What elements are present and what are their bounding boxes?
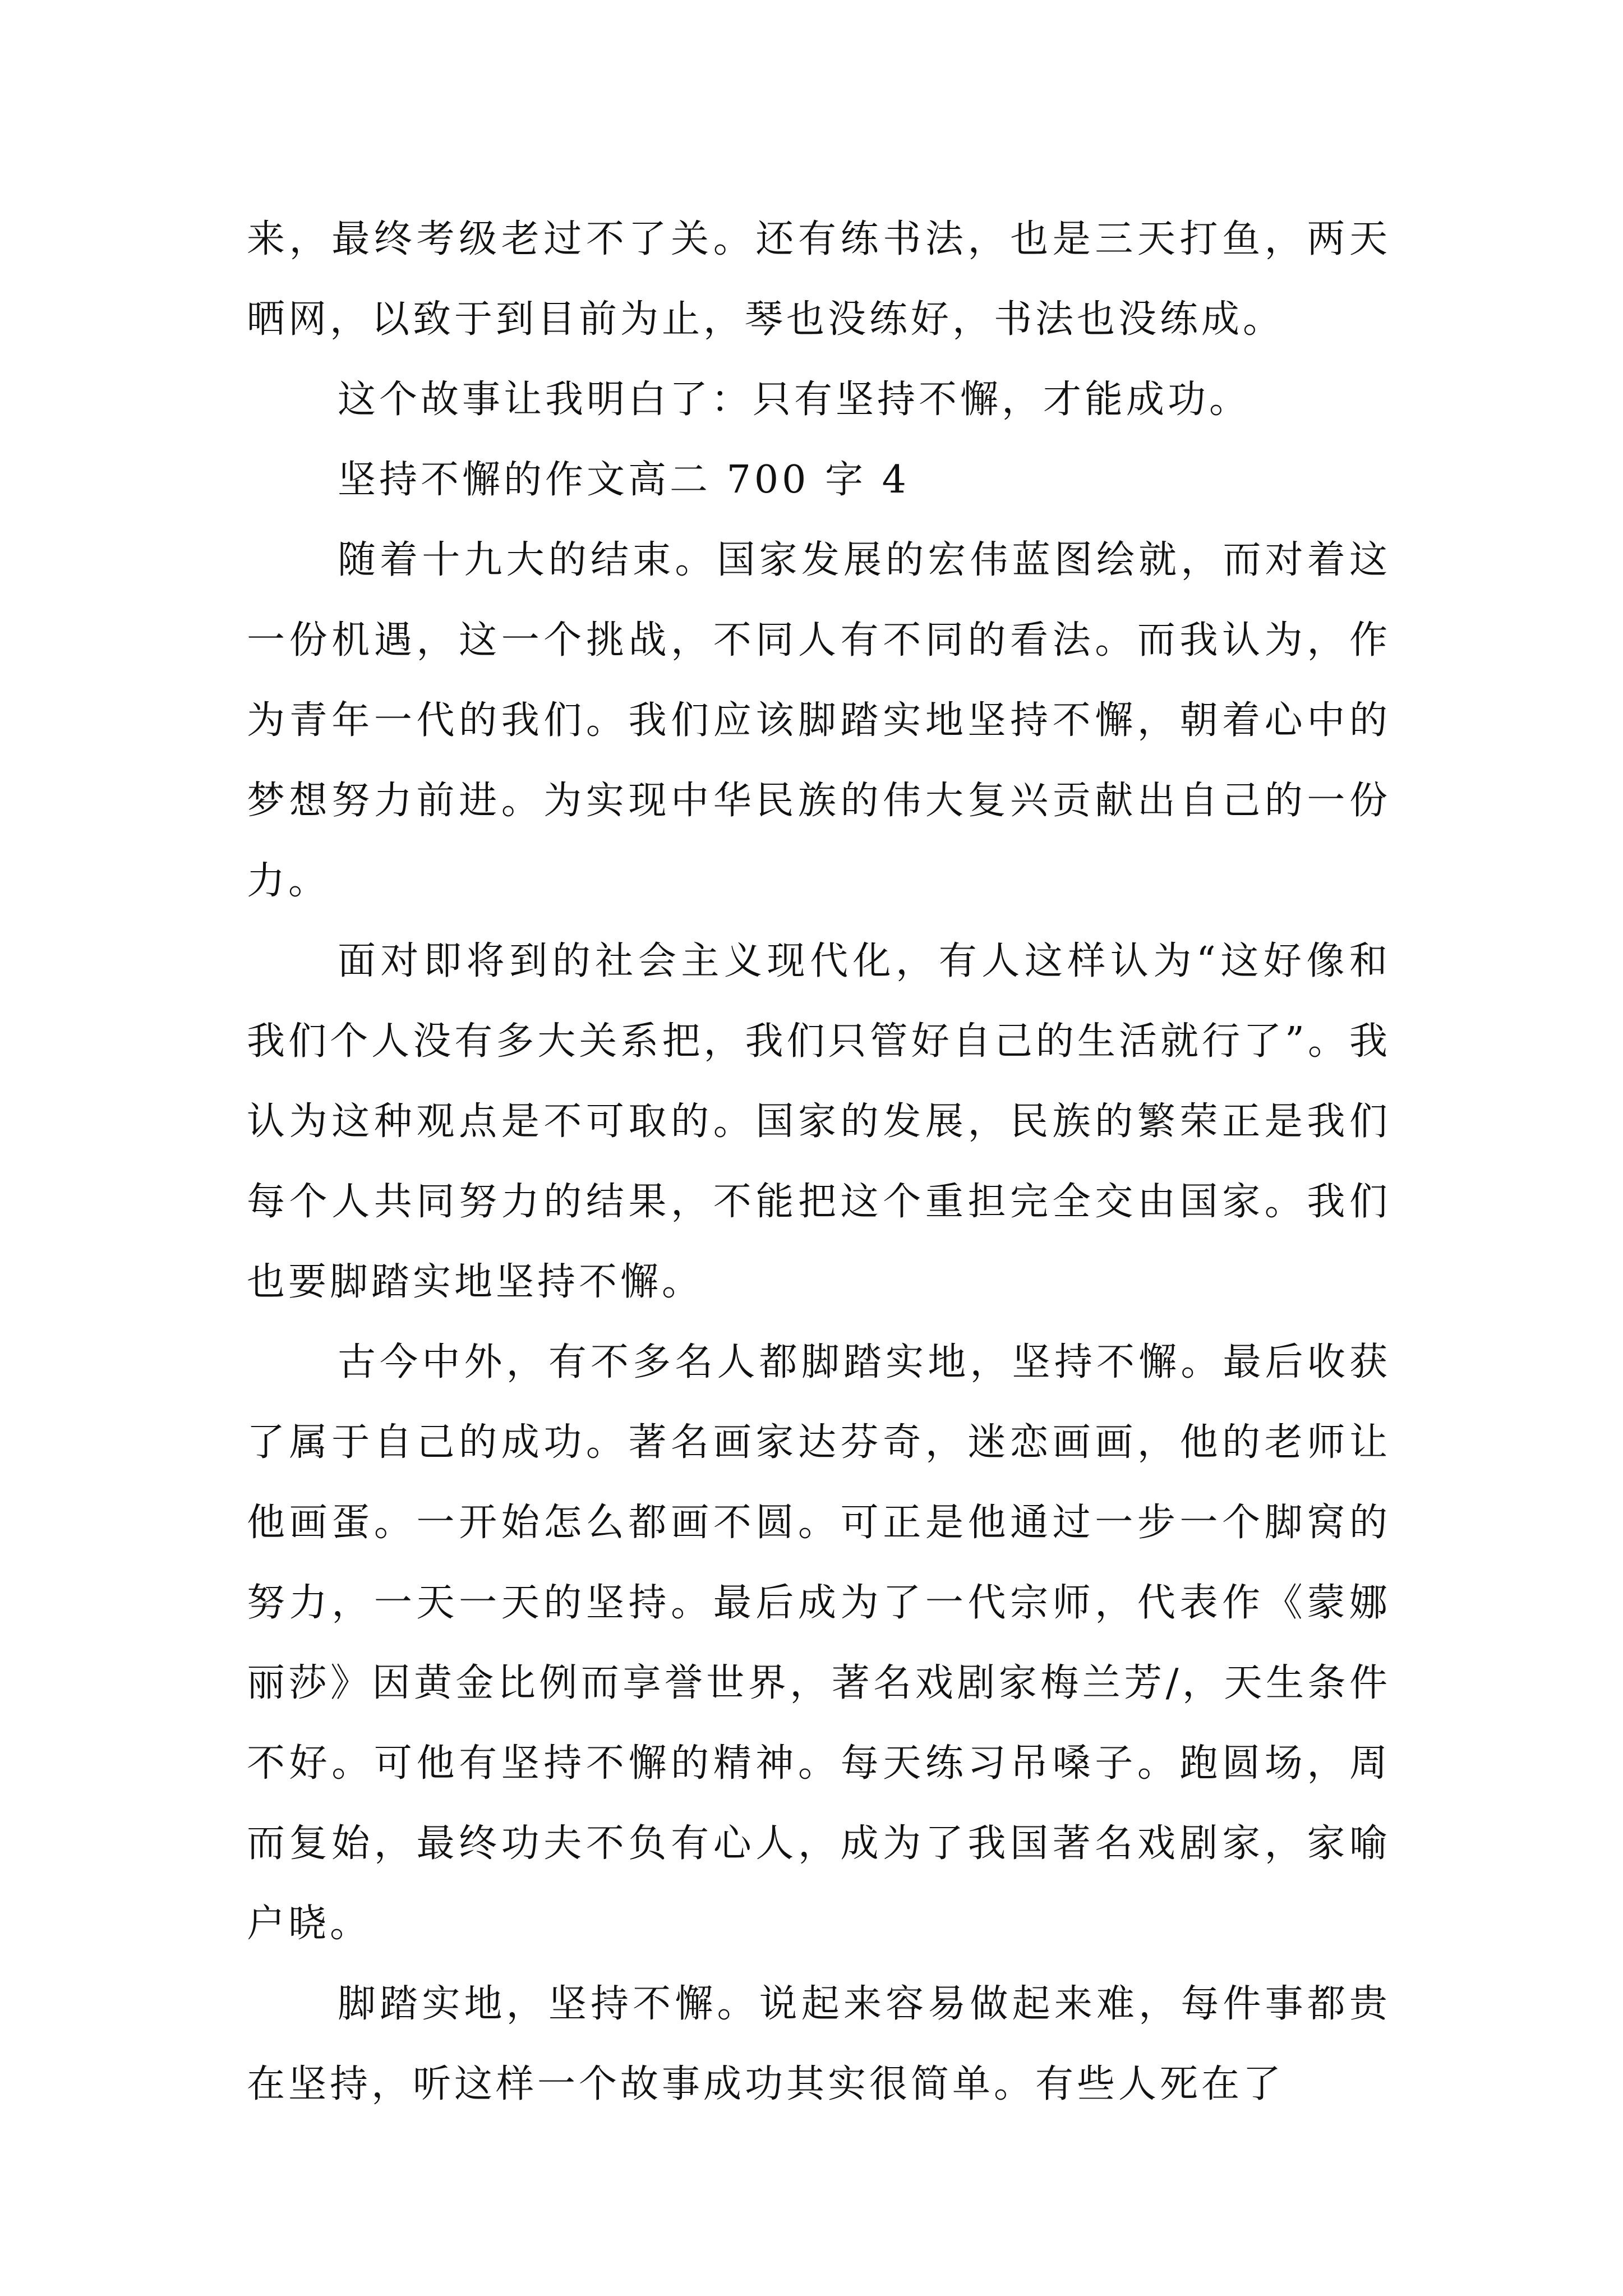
section-heading: 坚持不懈的作文高二 700 字 4: [338, 458, 910, 502]
paragraph: 随着十九大的结束。国家发展的宏伟蓝图绘就，而对着这一份机遇，这一个挑战，不同人有不同的看法。而我认为，作为青年一代的我们。我们应该脚踏实地坚持不懈，朝着心中的梦想努力前进。为实现中华民族的伟大复兴贡献出自己的一份力。: [247, 538, 1391, 903]
paragraph: 古今中外，有不多名人都脚踏实地，坚持不懈。最后收获了属于自己的成功。著名画家达芬奇，迷恋画画，他的老师让他画蛋。一开始怎么都画不圆。可正是他通过一步一个脚窝的努力，一天一天的坚持。最后成为了一代宗师，代表作《蒙娜丽莎》因黄金比例而享誉世界，著名戏剧家梅兰芳/，天生条件不好。可他有坚持不懈的精神。每天练习吊嗓子。跑圆场，周而复始，最终功夫不负有心人，成为了我国著名戏剧家，家喻户晓。: [247, 1340, 1391, 1946]
paragraph: 来，最终考级老过不了关。还有练书法，也是三天打鱼，两天晒网，以致于到目前为止，琴也没练好，书法也没练成。: [247, 217, 1391, 342]
paragraph: 面对即将到的社会主义现代化，有人这样认为“这好像和我们个人没有多大关系把，我们只管好自己的生活就行了”。我认为这种观点是不可取的。国家的发展，民族的繁荣正是我们每个人共同努力的结果，不能把这个重担完全交由国家。我们也要脚踏实地坚持不懈。: [247, 939, 1391, 1304]
paragraph: 脚踏实地，坚持不懈。说起来容易做起来难，每件事都贵在坚持，听这样一个故事成功其实很简单。有些人死在了: [247, 1982, 1391, 2106]
document-body: [247, 199, 1391, 2124]
paragraph: 这个故事让我明白了：只有坚持不懈，才能成功。: [338, 378, 1251, 422]
